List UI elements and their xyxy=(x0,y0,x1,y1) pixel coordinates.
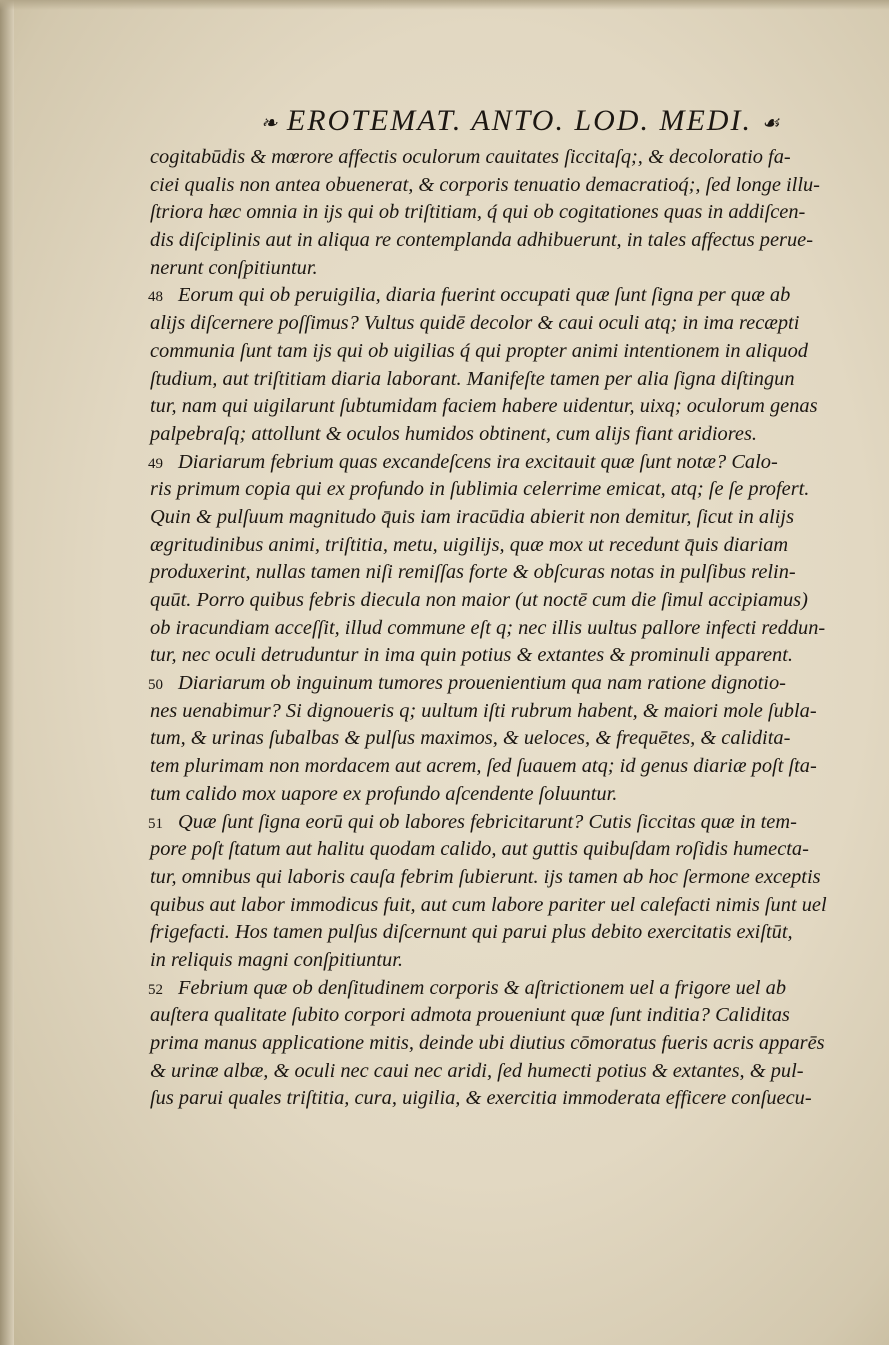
line-text: alijs diſcernere poſſimus? Vultus quidē decolor & caui oculi atq; in ima recæpti xyxy=(150,312,800,335)
line-text: quūt. Porro quibus febris diecula non maior (ut noctē cum die ſimul accipiamus) xyxy=(150,589,808,611)
line-text: communia ſunt tam ijs qui ob uigilias q́ qui propter animi intentionem in aliquod xyxy=(150,339,808,362)
text-line xyxy=(150,227,850,255)
line-text: nerunt conſpitiuntur. xyxy=(150,256,318,279)
line-text: & urinæ albæ, & oculi nec caui nec aridi, ſed humecti potius & extantes, & pul- xyxy=(150,1059,804,1082)
line-text: ægritudinibus animi, triſtitia, metu, uigilijs, quæ mox ut recedunt q̄uis diariam xyxy=(150,533,789,556)
line-text: tum, & urinas ſubalbas & pulſus maximos, & ueloces, & frequētes, & calidita- xyxy=(150,727,791,750)
line-text: Quin & pulſuum magnitudo q̄uis iam iracūdia abierit non demitur, ſicut in alijs xyxy=(150,505,795,528)
text-line xyxy=(150,172,850,200)
line-text: dis diſciplinis aut in aliqua re contemplanda adhibuerunt, in tales affectus perue- xyxy=(150,229,814,252)
line-text: auſtera qualitate ſubito corpori admota proueniunt quæ ſunt inditia? Caliditas xyxy=(150,1004,790,1027)
text-line xyxy=(150,587,850,615)
question-first-line xyxy=(150,809,850,837)
text-line xyxy=(150,864,850,892)
page-edge-shadow-left xyxy=(0,0,14,1345)
text-line xyxy=(150,753,850,781)
line-text: Diariarum ob inguinum tumores prouenientium qua nam ratione dignotio- xyxy=(178,672,786,695)
question-number: 50 xyxy=(148,677,163,694)
line-text: tem plurimam non mordacem aut acrem, ſed ſuauem atq; id genus diariæ poſt ſta- xyxy=(150,755,817,778)
line-text: ſtudium, aut triſtitiam diaria laborant. Manifeſte tamen per alia ſigna diſtingun xyxy=(150,367,795,390)
line-text: ob iracundiam acceſſit, illud commune eſt q; nec illis uultus pallore infecti reddun- xyxy=(150,616,826,639)
text-line xyxy=(150,310,850,338)
text-line xyxy=(150,1058,850,1086)
text-line xyxy=(150,559,850,587)
question-number: 52 xyxy=(148,981,163,998)
line-text: frigefacti. Hos tamen pulſus diſcernunt qui parui plus debito exercitatis exiſtūt, xyxy=(150,921,793,944)
ornament-left-icon: ❧ xyxy=(260,112,278,135)
line-text: ciei qualis non antea obuenerat, & corporis tenuatio demacratioq́;, ſed longe illu- xyxy=(150,173,820,196)
question-first-line xyxy=(150,449,850,477)
running-header xyxy=(150,104,850,138)
line-text: Quæ ſunt ſigna eorū qui ob labores febricitarunt? Cutis ſiccitas quæ in tem- xyxy=(178,810,797,833)
line-text: tur, omnibus qui laboris cauſa febrim ſubierunt. ijs tamen ab hoc ſermone exceptis xyxy=(150,865,821,888)
ornament-right-icon: ☙ xyxy=(761,112,780,135)
question-number: 51 xyxy=(148,815,163,832)
line-text: nes uenabimur? Si dignoueris q; uultum iſti rubrum habent, & maiori mole ſubla- xyxy=(150,699,817,722)
text-line xyxy=(150,781,850,809)
text-line xyxy=(150,255,850,283)
line-text: Eorum qui ob peruigilia, diaria fuerint occupati quæ ſunt ſigna per quæ ab xyxy=(178,284,791,307)
text-line xyxy=(150,725,850,753)
text-line xyxy=(150,947,850,975)
question-first-line xyxy=(150,975,850,1003)
text-line xyxy=(150,1085,850,1113)
text-line xyxy=(150,199,850,227)
line-text: Febrium quæ ob denſitudinem corporis & aſtrictionem uel a frigore uel ab xyxy=(178,976,787,999)
line-text: tur, nec oculi detruduntur in ima quin potius & extantes & prominuli apparent. xyxy=(150,644,794,667)
text-line xyxy=(150,892,850,920)
body-text xyxy=(150,144,850,1113)
page-edge-shadow-top xyxy=(0,0,889,10)
line-text: ſtriora hæc omnia in ijs qui ob triſtitiam, q́ qui ob cogitationes quas in addiſcen- xyxy=(150,201,806,224)
text-line xyxy=(150,836,850,864)
line-text: prima manus applicatione mitis, deinde ubi diutius cōmoratus fueris acris apparēs xyxy=(150,1032,825,1054)
text-line xyxy=(150,615,850,643)
line-text: in reliquis magni conſpitiuntur. xyxy=(150,948,403,971)
text-line xyxy=(150,366,850,394)
line-text: tur, nam qui uigilarunt ſubtumidam faciem habere uidentur, uixq; oculorum genas xyxy=(150,395,818,418)
line-text: ris primum copia qui ex profundo in ſublimia celerrime emicat, atq; ſe ſe profert. xyxy=(150,478,810,501)
text-line xyxy=(150,393,850,421)
question-first-line xyxy=(150,670,850,698)
text-line xyxy=(150,532,850,560)
question-number: 48 xyxy=(148,289,163,306)
line-text: ſus parui quales triſtitia, cura, uigilia, & exercitia immoderata efficere conſuecu- xyxy=(150,1087,812,1110)
line-text: pore poſt ſtatum aut halitu quodam calido, aut guttis quibuſdam roſidis humecta- xyxy=(150,838,809,861)
line-text: cogitabūdis & mœrore affectis oculorum cauitates ſiccitaſq;, & decoloratio fa- xyxy=(150,146,791,168)
text-line xyxy=(150,476,850,504)
running-header-title: EROTEMAT. ANTO. LOD. MEDI. xyxy=(286,104,752,137)
text-line xyxy=(150,642,850,670)
text-line xyxy=(150,1002,850,1030)
text-line xyxy=(150,1030,850,1058)
text-page xyxy=(150,92,850,1113)
question-first-line xyxy=(150,282,850,310)
line-text: Diariarum febrium quas excandeſcens ira excitauit quæ ſunt notæ? Calo- xyxy=(178,450,778,473)
text-line xyxy=(150,504,850,532)
text-line xyxy=(150,698,850,726)
line-text: palpebraſq; attollunt & oculos humidos obtinent, cum alijs fiant aridiores. xyxy=(150,422,757,445)
text-line xyxy=(150,919,850,947)
text-line xyxy=(150,144,850,172)
text-line xyxy=(150,338,850,366)
line-text: quibus aut labor immodicus fuit, aut cum labore pariter uel calefacti nimis ſunt uel xyxy=(150,893,827,916)
text-line xyxy=(150,421,850,449)
question-number: 49 xyxy=(148,455,163,472)
line-text: tum calido mox uapore ex profundo aſcendente ſoluuntur. xyxy=(150,782,618,805)
line-text: produxerint, nullas tamen niſi remiſſas forte & obſcuras notas in pulſibus relin- xyxy=(150,561,796,584)
